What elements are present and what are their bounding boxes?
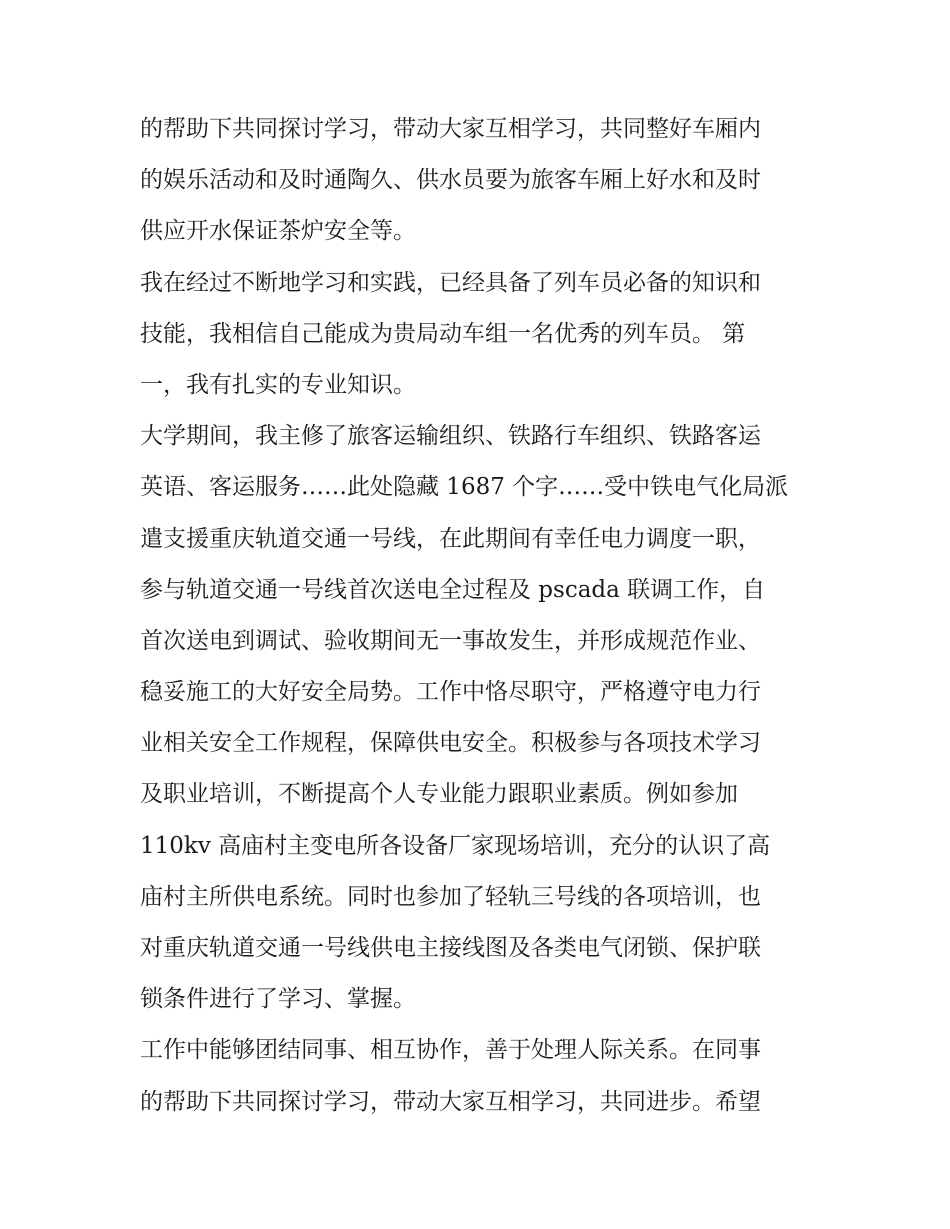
text-line: 首次送电到调试、验收期间无一事故发生，并形成规范作业、	[140, 627, 761, 654]
text-line: 一，我有扎实的专业知识。	[140, 371, 416, 398]
text-line: 参与轨道交通一号线首次送电全过程及 pscada 联调工作，自	[140, 576, 766, 603]
text-line: 供应开水保证茶炉安全等。	[140, 218, 416, 245]
text-line: 工作中能够团结同事、相互协作，善于处理人际关系。在同事	[140, 1037, 761, 1064]
text-line: 稳妥施工的大好安全局势。工作中恪尽职守，严格遵守电力行	[140, 679, 761, 706]
text-line: 的娱乐活动和及时通陶久、供水员要为旅客车厢上好水和及时	[140, 167, 761, 194]
text-line: 我在经过不断地学习和实践，已经具备了列车员必备的知识和	[140, 269, 761, 296]
document-body	[140, 104, 812, 1128]
text-line: 遣支援重庆轨道交通一号线，在此期间有幸任电力调度一职，	[140, 525, 761, 552]
text-line: 庙村主所供电系统。同时也参加了轻轨三号线的各项培训，也	[140, 883, 761, 910]
text-line: 的帮助下共同探讨学习，带动大家互相学习，共同整好车厢内	[140, 116, 761, 142]
text-line: 110kv 高庙村主变电所各设备厂家现场培训，充分的认识了高	[140, 832, 771, 859]
text-line: 锁条件进行了学习、掌握。	[140, 986, 416, 1013]
text-line: 及职业培训，不断提高个人专业能力跟职业素质。例如参加	[140, 781, 738, 808]
text-line: 业相关安全工作规程，保障供电安全。积极参与各项技术学习	[140, 730, 761, 757]
text-line: 英语、客运服务……此处隐藏 1687 个字……受中铁电气化局派	[140, 474, 789, 501]
text-line: 技能，我相信自己能成为贵局动车组一名优秀的列车员。 第	[140, 320, 746, 347]
text-line: 对重庆轨道交通一号线供电主接线图及各类电气闭锁、保护联	[140, 935, 761, 961]
text-line: 的帮助下共同探讨学习，带动大家互相学习，共同进步。希望	[140, 1088, 761, 1115]
text-line: 大学期间，我主修了旅客运输组织、铁路行车组织、铁路客运	[140, 423, 761, 450]
